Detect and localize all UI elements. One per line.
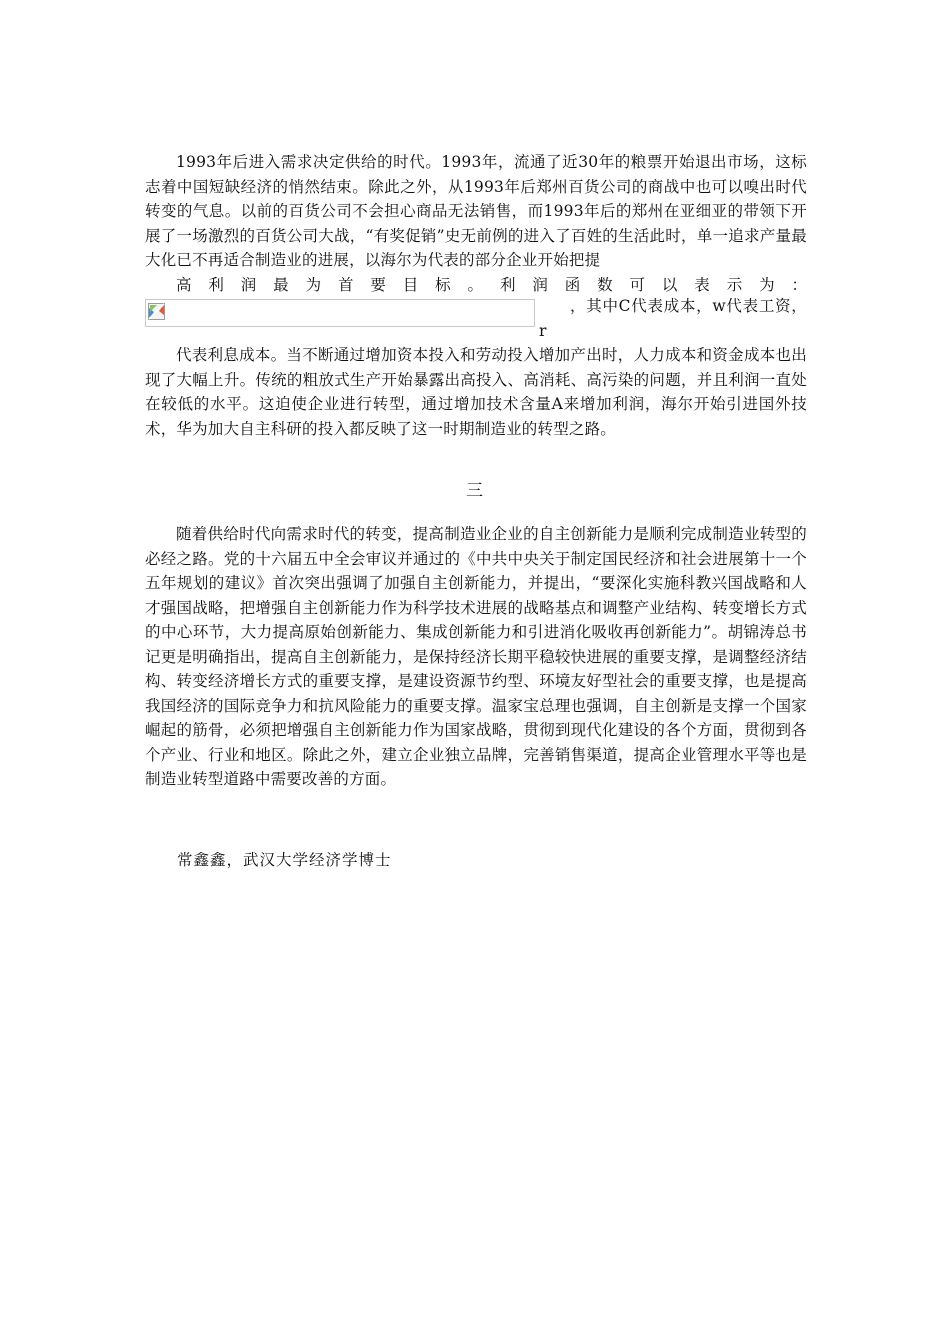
paragraph-1-opening: 1993年后进入需求决定供给的时代。1993年，流通了近30年的粮票开始退出市场，这标志着中国短缺经济的悄然结束。除此之外，从1993年后郑州百货公司的商战中也可以嗅出时代转变的气息。以前的百货公司不会担心商品无法销售，而1993年后的郑州在亚细亚的带领下开展了一场激烈的百货公司大战，“有奖促销”史无前例的进入了百姓的生活此时，单一追求产量最大化已不再适合制造业的进展，以海尔为代表的部分企业开始把提 — [145, 153, 807, 269]
paragraph-1-closing: 代表利息成本。当不断通过增加资本投入和劳动投入增加产出时，人力成本和资金成本也出现了大幅上升。传统的粗放式生产开始暴露出高投入、高消耗、高污染的问题，并且利润一直处在较低的水平。这迫使企业进行转型，通过增加技术含量A来增加利润，海尔开始引进国外技术，华为加大自主科研的投入都反映了这一时期制造业的转型之路。 — [145, 346, 807, 438]
paragraph-1 — [145, 150, 807, 441]
section-heading: 三 — [466, 481, 484, 501]
broken-image-icon — [148, 303, 165, 320]
paragraph-1-profit-function-line: 高利润最为首要目标。利润函数可以表示为： — [176, 275, 807, 294]
author-line: 常鑫鑫，武汉大学经济学博士 — [177, 851, 392, 869]
formula-caption: ，其中C代表成本，w代表工资，r — [539, 297, 807, 340]
paragraph-2: 随着供给时代向需求时代的转变，提高制造业企业的自主创新能力是顺利完成制造业转型的必经之路。党的十六届五中全会审议并通过的《中共中央关于制定国民经济和社会进展第十一个五年规划的建议》首次突出强调了加强自主创新能力，并提出，“要深化实施科教兴国战略和人才强国战略，把增强自主创新能力作为科学技术进展的战略基点和调整产业结构、转变增长方式的中心环节，大力提高原始创新能力、集成创新能力和引进消化吸收再创新能力”。胡锦涛总书记更是明确指出，提高自主创新能力，是保持经济长期平稳较快进展的重要支撑，是调整经济结构、转变经济增长方式的重要支撑，是建设资源节约型、环境友好型社会的重要支撑，也是提高我国经济的国际竞争力和抗风险能力的重要支撑。温家宝总理也强调，自主创新是支撑一个国家崛起的筋骨，必须把增强自主创新能力作为国家战略，贯彻到现代化建设的各个方面，贯彻到各个产业、行业和地区。除此之外，建立企业独立品牌，完善销售渠道，提高企业管理水平等也是制造业转型道路中需要改善的方面。 — [145, 525, 807, 788]
formula-line — [145, 299, 807, 343]
formula-image — [145, 299, 535, 327]
